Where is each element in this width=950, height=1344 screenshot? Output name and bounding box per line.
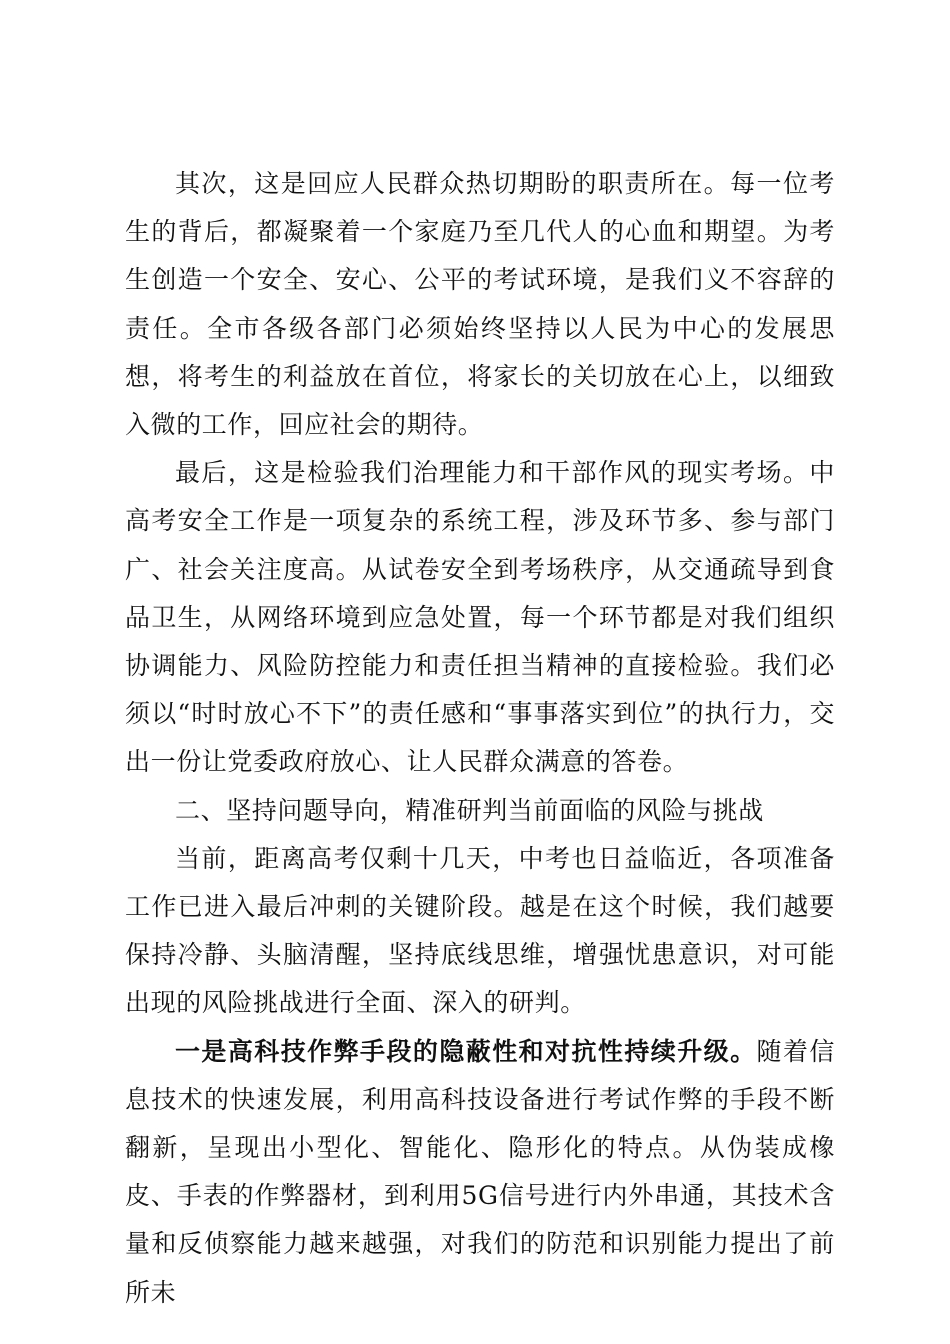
section-heading-text: 二、坚持问题导向，精准研判当前面临的风险与挑战 — [175, 795, 764, 825]
paragraph-final-reason — [125, 449, 835, 786]
section-heading — [125, 787, 835, 835]
paragraph-text: 其次，这是回应人民群众热切期盼的职责所在。每一位考生的背后，都凝聚着一个家庭乃至几代人的心血和期望。为考生创造一个安全、安心、公平的考试环境，是我们义不容辞的责任。全市各级各部门必须始终坚持以人民为中心的发展思想，将考生的利益放在首位，将家长的关切放在心上，以细致入微的工作，回应社会的期待。 — [125, 169, 835, 440]
paragraph-current-situation — [125, 835, 835, 1028]
paragraph-text: 随着信息技术的快速发展，利用高科技设备进行考试作弊的手段不断翻新，呈现出小型化、智能化、隐形化的特点。从伪装成橡皮、手表的作弊器材，到利用5G信号进行内外串通，其技术含量和反侦察能力越来越强，对我们的防范和识别能力提出了前所未 — [125, 1036, 835, 1307]
paragraph-text: 当前，距离高考仅剩十几天，中考也日益临近，各项准备工作已进入最后冲刺的关键阶段。越是在这个时候，我们越要保持冷静、头脑清醒，坚持底线思维，增强忧患意识，对可能出现的风险挑战进行全面、深入的研判。 — [125, 843, 835, 1018]
document-body — [125, 160, 835, 1317]
paragraph-risk-one — [125, 1028, 835, 1317]
paragraph-text: 最后，这是检验我们治理能力和干部作风的现实考场。中高考安全工作是一项复杂的系统工程，涉及环节多、参与部门广、社会关注度高。从试卷安全到考场秩序，从交通疏导到食品卫生，从网络环境到应急处置，每一个环节都是对我们组织协调能力、风险防控能力和责任担当精神的直接检验。我们必须以“时时放心不下”的责任感和“事事落实到位”的执行力，交出一份让党委政府放心、让人民群众满意的答卷。 — [125, 458, 835, 777]
paragraph-bold-lead: 一是高科技作弊手段的隐蔽性和对抗性持续升级。 — [175, 1036, 757, 1066]
paragraph-second-reason — [125, 160, 835, 449]
